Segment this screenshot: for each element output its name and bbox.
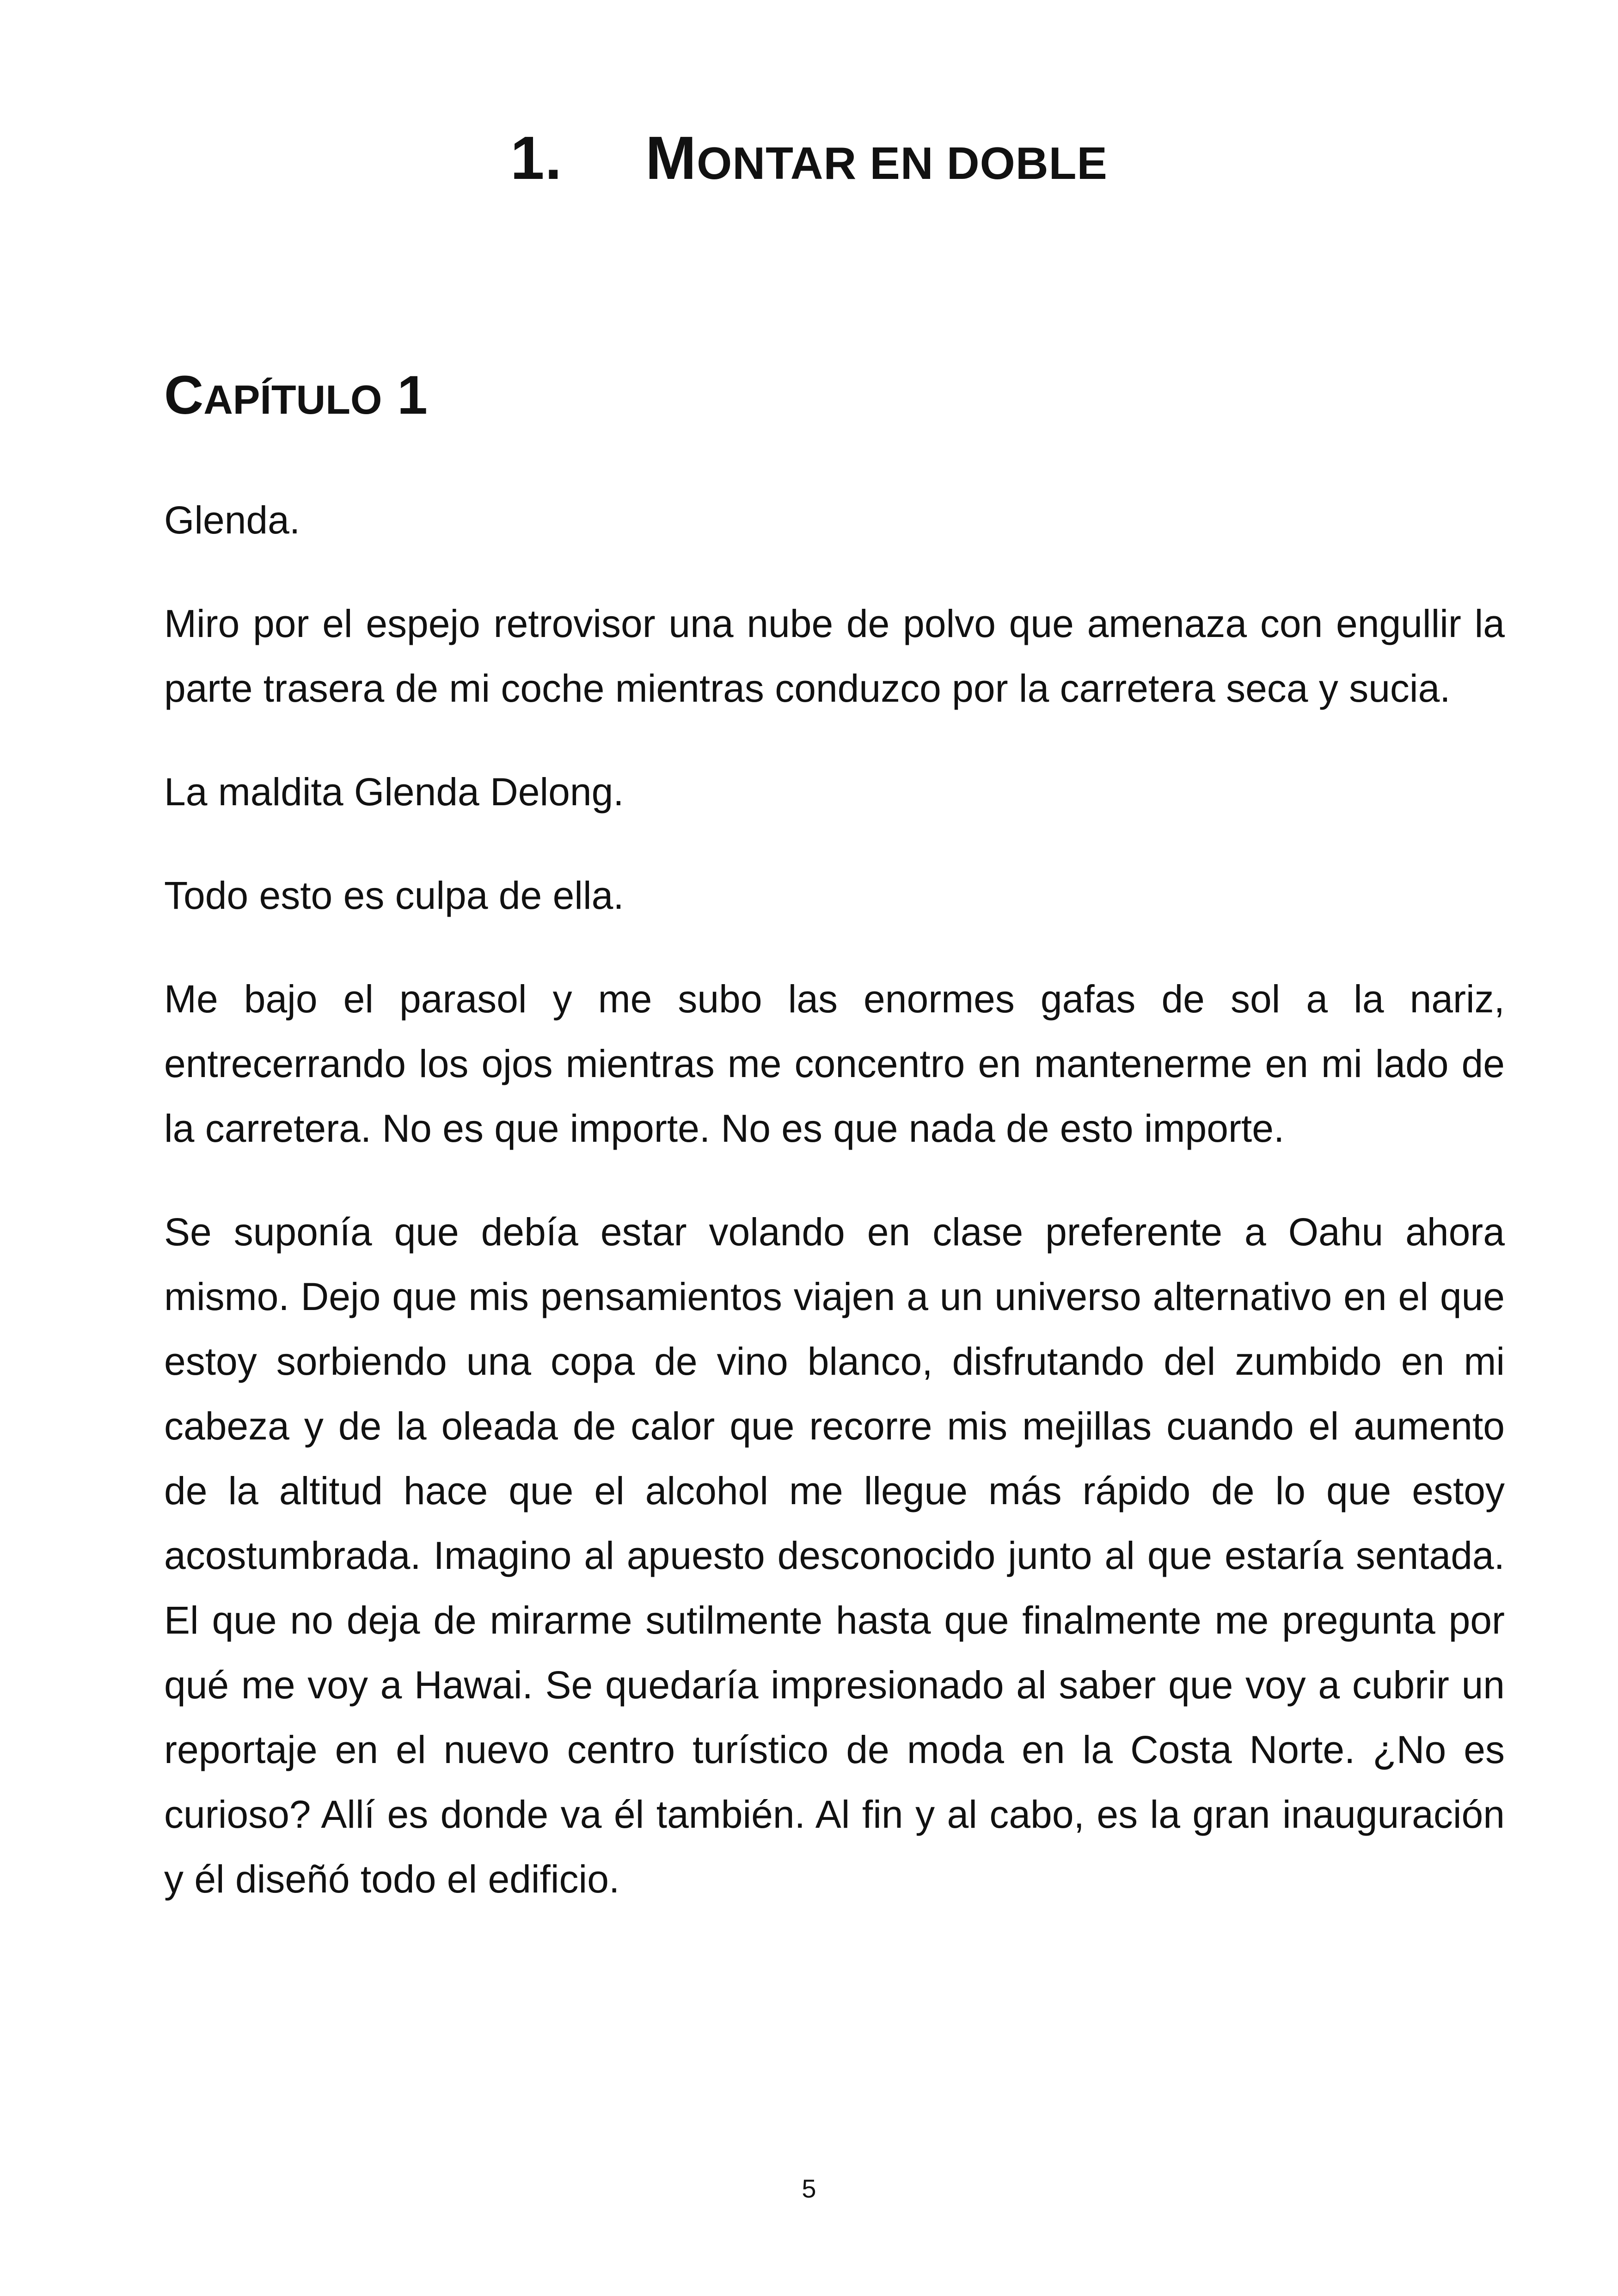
part-title-initial: M bbox=[645, 124, 697, 192]
chapter-title-rest: APÍTULO bbox=[203, 377, 382, 422]
chapter-title-initial: C bbox=[164, 365, 204, 426]
page-number: 5 bbox=[802, 2174, 816, 2203]
part-number: 1. bbox=[510, 124, 563, 192]
part-title-rest: ONTAR EN DOBLE bbox=[697, 138, 1108, 189]
chapter-number: 1 bbox=[397, 365, 428, 426]
part-title bbox=[0, 121, 1618, 200]
paragraph: Glenda. bbox=[164, 498, 300, 542]
paragraph: Me bajo el parasol y me subo las enormes gafas de sol a la nariz, entrecerrando los ojos mientras me concentro en mantenerme en mi lado de la carretera. No es que importe. No es que nada de esto importe. bbox=[164, 977, 1505, 1150]
paragraph: Todo esto es culpa de ella. bbox=[164, 874, 624, 917]
paragraph: Se suponía que debía estar volando en clase preferente a Oahu ahora mismo. Dejo que mis pensamientos viajen a un universo alternativo en el que estoy sorbiendo una copa de vino blanco, disfrutando del zumbido en mi cabeza y de la oleada de calor que recorre mis mejillas cuando el aumento de la altitud hace que el alcohol me llegue más rápido de lo que estoy acostumbrada. Imagino al apuesto desconocido junto al que estaría sentada. El que no deja de mirarme sutilmente hasta que finalmente me pregunta por qué me voy a Hawai. Se quedaría impresionado al saber que voy a cubrir un reportaje en el nuevo centro turístico de moda en la Costa Norte. ¿No es curioso? Allí es donde va él también. Al fin y al cabo, es la gran inauguración y él diseñó todo el edificio. bbox=[164, 1210, 1505, 1901]
chapter-title bbox=[164, 361, 428, 435]
paragraph: La maldita Glenda Delong. bbox=[164, 770, 624, 814]
paragraph: Miro por el espejo retrovisor una nube de polvo que amenaza con engullir la parte trasera de mi coche mientras conduzco por la carretera seca y sucia. bbox=[164, 602, 1505, 710]
chapter-body bbox=[164, 488, 1505, 1950]
